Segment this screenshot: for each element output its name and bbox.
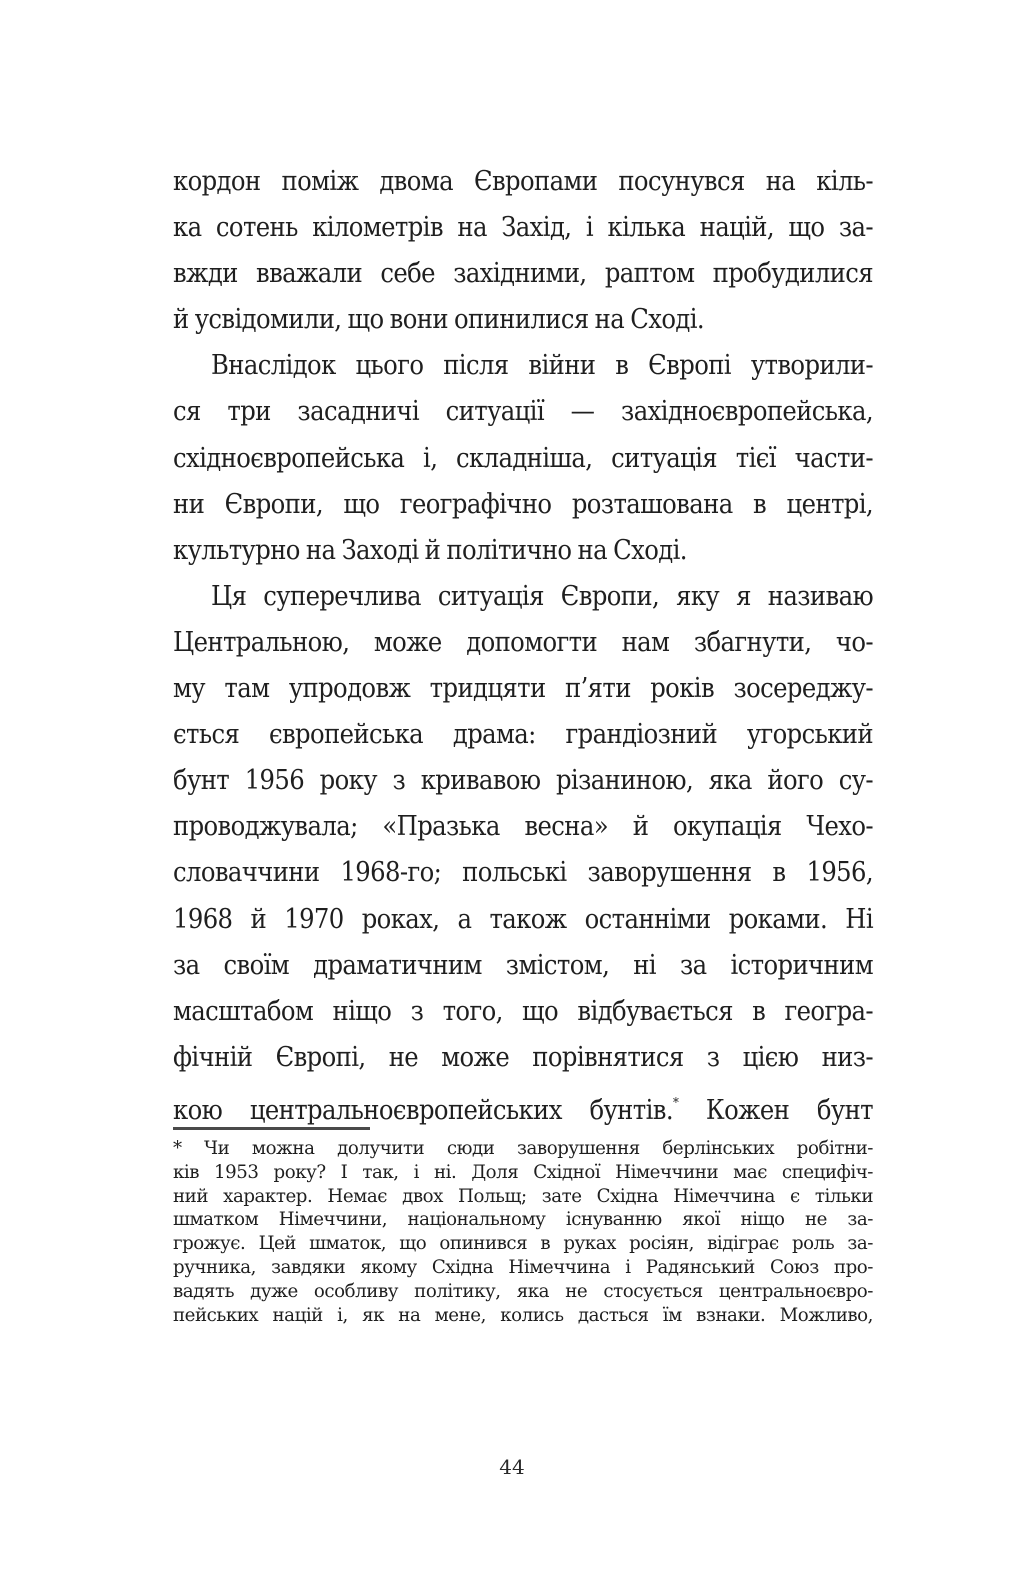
text-line: ка сотень кілометрів на Захід, і кілька націй, що за- bbox=[173, 212, 873, 244]
footnote-line bbox=[173, 1137, 873, 1161]
text-line: за своїм драматичним змістом, ні за історичним bbox=[173, 949, 873, 981]
text-line: ся три засадничі ситуації — західноєвропейська, bbox=[173, 396, 873, 428]
text-line: 1968 й 1970 роках, а також останніми роками. Ні bbox=[173, 903, 873, 935]
text-line: Ця суперечлива ситуація Європи, яку я називаю bbox=[211, 580, 873, 612]
body-text bbox=[173, 159, 873, 1127]
footnote-line: грожує. Цей шматок, що опинився в руках росіян, відіграє роль за- bbox=[173, 1233, 873, 1255]
text-line: словаччини 1968-го; польські заворушення в 1956, bbox=[173, 857, 873, 889]
footnote-line: шматком Німеччини, національному існуванню якої ніщо не за- bbox=[173, 1209, 873, 1231]
text-line: масштабом ніщо з того, що відбувається в геогра- bbox=[173, 995, 873, 1027]
footnote-line: пейських націй і, як на мене, колись дасться їм взнаки. Можливо, bbox=[173, 1304, 873, 1326]
text-line: фічній Європі, не може порівнятися з цією низ- bbox=[173, 1041, 873, 1073]
text-line: ється європейська драма: грандіозний угорський bbox=[173, 719, 873, 751]
text-line: проводжувала; «Празька весна» й окупація Чехо- bbox=[173, 811, 873, 843]
footnote-text: Чи можна долучити сюди заворушення берлінських робітни- bbox=[204, 1138, 873, 1159]
text-segment: Кожен бунт bbox=[678, 1094, 873, 1126]
text-line: кордон поміж двома Європами посунувся на кіль- bbox=[173, 166, 873, 197]
text-line: вжди вважали себе західними, раптом пробудилися bbox=[173, 258, 873, 290]
footnote-reference-mark[interactable]: * bbox=[672, 1095, 679, 1111]
footnote-mark: * bbox=[173, 1138, 182, 1159]
text-line: му там упродовж тридцяти п’яти років зосереджу- bbox=[173, 673, 873, 705]
text-line-with-footnote-mark bbox=[173, 1081, 873, 1127]
footnote-line: вадять дуже особливу політику, яка не стосується центральноєвро- bbox=[173, 1280, 873, 1302]
footnote-line: ний характер. Немає двох Польщ; зате Східна Німеччина є тільки bbox=[173, 1185, 873, 1207]
text-line: Центральною, може допомогти нам збагнути, чо- bbox=[173, 626, 873, 658]
text-line: ни Європи, що географічно розташована в центрі, bbox=[173, 488, 873, 520]
text-segment: кою центральноєвропейських бунтів. bbox=[173, 1094, 673, 1126]
text-line: Внаслідок цього після війни в Європі утворили- bbox=[211, 350, 873, 382]
footnote-line: ручника, завдяки якому Східна Німеччина і Радянський Союз про- bbox=[173, 1256, 873, 1278]
footnote-divider bbox=[173, 1127, 370, 1130]
text-line: й усвідомили, що вони опинилися на Сході. bbox=[173, 304, 704, 336]
footnote bbox=[173, 1137, 873, 1327]
footnote-line: ків 1953 року? І так, і ні. Доля Східної Німеччини має специфіч- bbox=[173, 1161, 873, 1183]
text-line: культурно на Заході й політично на Сході. bbox=[173, 534, 687, 566]
page-number: 44 bbox=[499, 1455, 525, 1479]
text-line: східноєвропейська і, складніша, ситуація тієї части- bbox=[173, 442, 873, 474]
text-line: бунт 1956 року з кривавою різаниною, яка його су- bbox=[173, 765, 873, 797]
